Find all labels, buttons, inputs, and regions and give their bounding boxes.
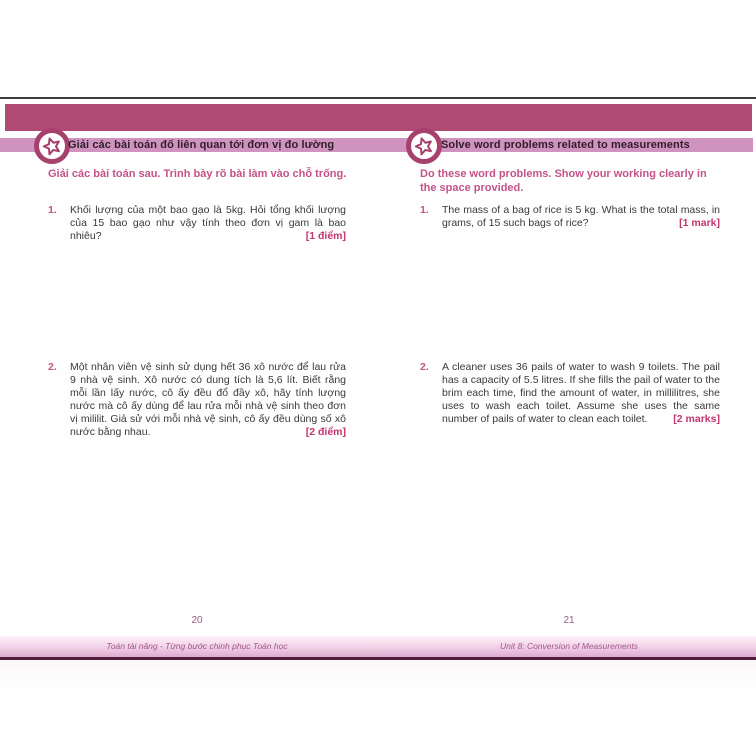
top-rule-line [0, 97, 756, 99]
question-body: The mass of a bag of rice is 5 kg. What is the total mass, in grams, of 15 such bags of rice? [442, 204, 720, 229]
page-number-left: 20 [191, 615, 203, 626]
star-badge-right [406, 128, 442, 164]
question-text [442, 204, 720, 230]
question-text [70, 361, 346, 439]
question-body: A cleaner uses 36 pails of water to wash 9 toilets. The pail has a capacity of 5.5 litres. If she fills the pail of water to the brim each time, find the amount of water, in millilitres, she uses to wash each toilet. Assume she uses the same number of pails of water to clean each toilet. [442, 361, 720, 425]
question-number: 2. [420, 361, 429, 373]
question-body: Một nhân viên vệ sinh sử dụng hết 36 xô nước để lau rửa 9 nhà vệ sinh. Xô nước có dung tích là 5,6 lít. Biết rằng mỗi lần lấy nước, cô ấy đều đổ đầy xô, hãy tính lượng nước mà cô ấy dùng để lau rửa mỗi nhà vệ sinh theo đơn vị mililit. Giả sử với mỗi nhà vệ sinh, cô ấy đều dùng số xô nước bằng nhau. [70, 361, 346, 438]
question-text [442, 361, 720, 426]
marks-label: [2 điểm] [305, 426, 346, 438]
star-badge-left [34, 128, 70, 164]
star-icon [42, 136, 62, 156]
footer-band [0, 636, 756, 657]
question-body: Khối lượng của một bao gạo là 5kg. Hỏi tổng khối lượng của 15 bao gạo như vậy tính theo đơn vị gam là bao nhiêu? [70, 204, 346, 242]
instruction-vietnamese: Giải các bài toán sau. Trình bày rõ bài làm vào chỗ trống. [48, 168, 347, 180]
star-icon [414, 136, 434, 156]
page-number-right: 21 [563, 615, 575, 626]
marks-label: [2 marks] [673, 413, 720, 425]
marks-label: [1 mark] [679, 217, 720, 229]
question-2-vietnamese [48, 361, 346, 439]
question-1-vietnamese [48, 204, 346, 243]
footer-unit-title: Unit 8: Conversion of Measurements [500, 641, 638, 651]
rose-header-bar [5, 104, 752, 131]
footer-series-title: Toán tài năng - Từng bước chinh phục Toán học [106, 641, 288, 651]
question-1-english [420, 204, 720, 230]
section-title-vietnamese: Giải các bài toán đố liên quan tới đơn vị đo lường [68, 139, 335, 151]
question-2-english [420, 361, 720, 426]
bottom-fade [0, 660, 756, 686]
question-text [70, 204, 346, 243]
section-title-english: Solve word problems related to measurements [441, 139, 690, 151]
instruction-english: Do these word problems. Show your working clearly in the space provided. [420, 168, 707, 194]
question-number: 1. [420, 204, 429, 216]
question-number: 2. [48, 361, 57, 373]
question-number: 1. [48, 204, 57, 216]
marks-label: [1 điểm] [305, 230, 346, 242]
